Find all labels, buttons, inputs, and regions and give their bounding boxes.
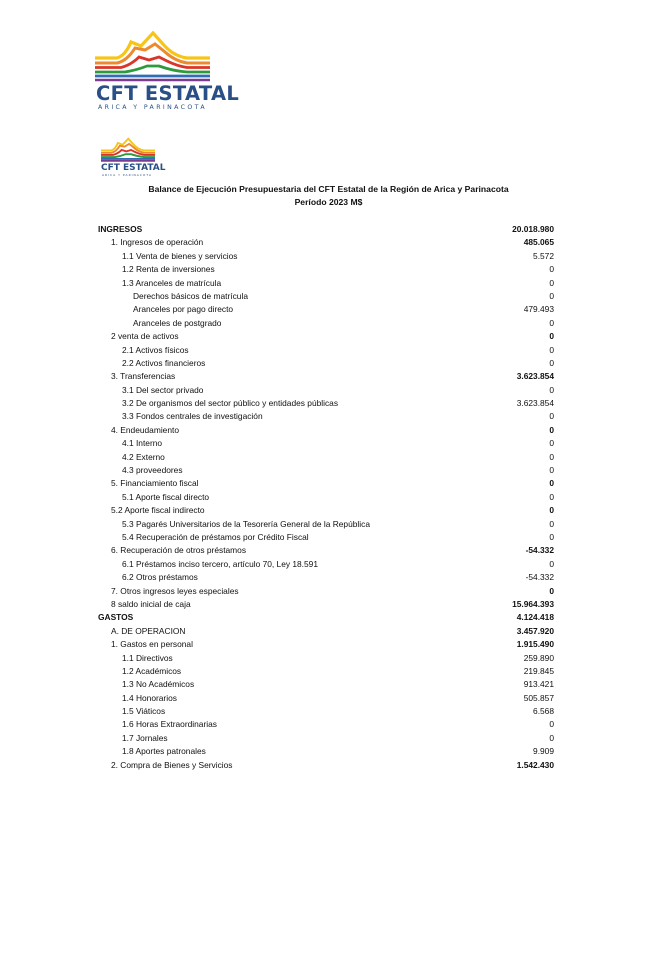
table-row (98, 410, 554, 423)
row-label: 1.6 Horas Extraordinarias (122, 719, 217, 730)
row-label: 1.3 No Académicos (122, 679, 195, 690)
row-value: 0 (549, 451, 554, 462)
logo-small-subtitle: ARICA Y PARINACOTA (102, 173, 152, 177)
row-label: 3.2 De organismos del sector público y entidades públicas (122, 398, 339, 409)
row-label: 5. Financiamiento fiscal (111, 478, 199, 489)
row-label: 2 venta de activos (111, 331, 179, 342)
table-row (98, 544, 554, 557)
table-row (98, 638, 554, 651)
row-label: 8 saldo inicial de caja (111, 598, 191, 609)
table-row (98, 236, 554, 249)
row-value: 0 (549, 585, 554, 596)
row-label: 4.1 Interno (122, 438, 163, 449)
row-value: 479.493 (523, 304, 554, 315)
document-period: Período 2023 M$ (294, 197, 363, 207)
row-label: 2.2 Activos financieros (122, 357, 206, 368)
table-row (98, 437, 554, 450)
table-row (98, 611, 554, 624)
table-row (98, 263, 554, 276)
row-value: 5.572 (533, 250, 554, 261)
row-label: 6.1 Préstamos inciso tercero, artículo 70, Ley 18.591 (122, 558, 318, 569)
row-value: 0 (549, 438, 554, 449)
row-label: 1. Ingresos de operación (111, 237, 204, 248)
table-row (98, 705, 554, 718)
table-row (98, 357, 554, 370)
row-label: GASTOS (98, 612, 134, 623)
row-label: 1.1 Venta de bienes y servicios (122, 250, 238, 261)
row-value: 9.909 (533, 746, 554, 757)
row-label: 5.2 Aporte fiscal indirecto (111, 505, 205, 516)
row-label: Derechos básicos de matrícula (133, 290, 248, 301)
row-label: 7. Otros ingresos leyes especiales (111, 585, 239, 596)
row-label: 3.3 Fondos centrales de investigación (122, 411, 263, 422)
table-row (98, 678, 554, 691)
row-value: 6.568 (533, 706, 554, 717)
row-value: 4.124.418 (516, 612, 554, 623)
table-row (98, 370, 554, 383)
table-row (98, 477, 554, 490)
row-value: 0 (549, 558, 554, 569)
table-row (98, 692, 554, 705)
table-row (98, 665, 554, 678)
row-value: 3.623.854 (516, 371, 554, 382)
table-row (98, 759, 554, 772)
row-value: 0 (549, 465, 554, 476)
row-value: 913.421 (523, 679, 554, 690)
table-row (98, 571, 554, 584)
row-label: 4.2 Externo (122, 451, 165, 462)
table-row (98, 330, 554, 343)
row-value: 15.964.393 (512, 598, 554, 609)
row-label: 2. Compra de Bienes y Servicios (111, 759, 233, 770)
row-value: 0 (549, 277, 554, 288)
table-row (98, 558, 554, 571)
row-value: 0 (549, 732, 554, 743)
table-row (98, 491, 554, 504)
logo-small-title: CFT ESTATAL (101, 163, 166, 173)
row-value: 0 (549, 478, 554, 489)
row-value: -54.332 (525, 545, 554, 556)
logo-title: CFT ESTATAL (96, 82, 240, 105)
row-label: 2.1 Activos físicos (122, 344, 189, 355)
table-row (98, 277, 554, 290)
table-row (98, 384, 554, 397)
table-row (98, 317, 554, 330)
budget-table (98, 223, 554, 772)
row-value: 0 (549, 384, 554, 395)
logo-subtitle: ARICA Y PARINACOTA (98, 104, 207, 111)
row-label: 1.5 Viáticos (122, 706, 166, 717)
document-title: Balance de Ejecución Presupuestaria del CFT Estatal de la Región de Arica y Parinacota (148, 184, 509, 194)
row-value: 3.623.854 (516, 398, 554, 409)
row-value: 0 (549, 317, 554, 328)
row-label: A. DE OPERACION (111, 625, 186, 636)
row-value: 1.542.430 (516, 759, 554, 770)
row-value: 0 (549, 424, 554, 435)
row-label: 5.3 Pagarés Universitarios de la Tesorería General de la República (122, 518, 370, 529)
row-value: 485.065 (523, 237, 554, 248)
table-row (98, 451, 554, 464)
table-row (98, 504, 554, 517)
row-value: 0 (549, 264, 554, 275)
row-value: -54.332 (525, 572, 554, 583)
row-label: 1.8 Aportes patronales (122, 746, 206, 757)
table-row (98, 518, 554, 531)
row-value: 20.018.980 (512, 224, 554, 234)
table-row (98, 732, 554, 745)
table-row (98, 531, 554, 544)
row-label: Aranceles por pago directo (133, 304, 234, 315)
row-label: 1.2 Renta de inversiones (122, 264, 215, 275)
row-label: 1.7 Jornales (122, 732, 168, 743)
table-row (98, 223, 554, 236)
row-label: 3. Transferencias (111, 371, 176, 382)
row-value: 0 (549, 531, 554, 542)
mountain-stripes-logo-icon (95, 30, 210, 82)
table-row (98, 625, 554, 638)
row-label: 1. Gastos en personal (111, 639, 193, 650)
table-row (98, 424, 554, 437)
row-value: 0 (549, 331, 554, 342)
table-row (98, 652, 554, 665)
row-value: 259.890 (523, 652, 554, 663)
table-row (98, 598, 554, 611)
table-row (98, 397, 554, 410)
row-label: 4.3 proveedores (122, 465, 183, 476)
row-label: Aranceles de postgrado (133, 317, 222, 328)
mountain-stripes-logo-small-icon (101, 137, 155, 162)
row-value: 0 (549, 411, 554, 422)
table-row (98, 585, 554, 598)
row-label: 5.1 Aporte fiscal directo (122, 491, 210, 502)
row-label: 6.2 Otros préstamos (122, 572, 198, 583)
row-label: 4. Endeudamiento (111, 424, 179, 435)
table-row (98, 344, 554, 357)
row-value: 219.845 (523, 665, 554, 676)
row-value: 0 (549, 518, 554, 529)
row-label: 6. Recuperación de otros préstamos (111, 545, 247, 556)
table-row (98, 290, 554, 303)
row-label: 5.4 Recuperación de préstamos por Crédito Fiscal (122, 531, 309, 542)
row-value: 0 (549, 357, 554, 368)
row-value: 505.857 (523, 692, 554, 703)
row-label: INGRESOS (98, 224, 143, 234)
row-label: 1.2 Académicos (122, 665, 182, 676)
row-value: 0 (549, 290, 554, 301)
row-label: 1.4 Honorarios (122, 692, 177, 703)
table-row (98, 745, 554, 758)
row-value: 3.457.920 (516, 625, 554, 636)
table-row (98, 250, 554, 263)
row-value: 0 (549, 491, 554, 502)
row-label: 1.1 Directivos (122, 652, 173, 663)
row-value: 0 (549, 505, 554, 516)
row-value: 0 (549, 344, 554, 355)
row-label: 1.3 Aranceles de matrícula (122, 277, 222, 288)
table-row (98, 303, 554, 316)
row-label: 3.1 Del sector privado (122, 384, 204, 395)
table-row (98, 464, 554, 477)
row-value: 0 (549, 719, 554, 730)
row-value: 1.915.490 (516, 639, 554, 650)
table-row (98, 718, 554, 731)
